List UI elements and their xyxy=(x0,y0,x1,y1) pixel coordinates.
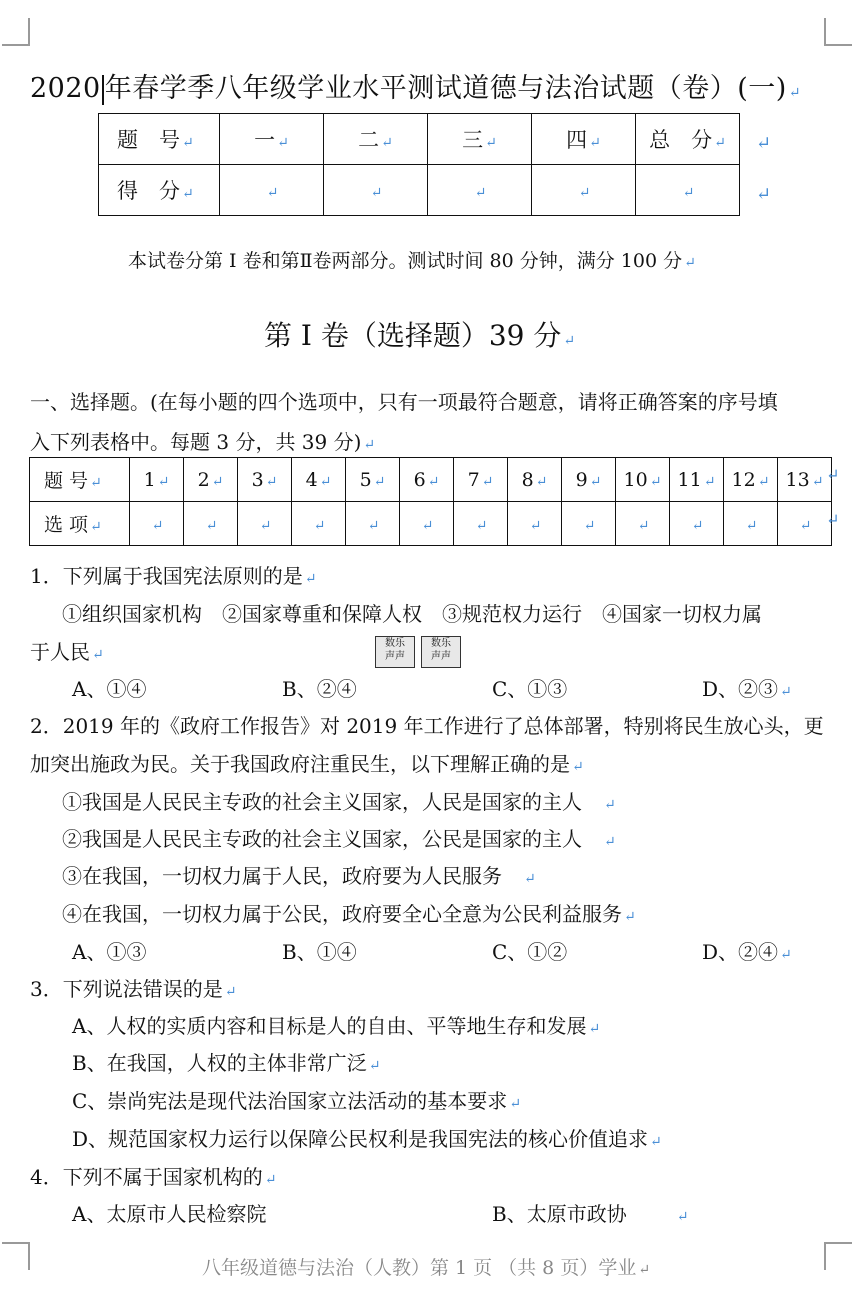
q3-option-b: B、在我国，人权的主体非常广泛 ↵ xyxy=(72,1051,381,1075)
q2-item-1: ①我国是人民民主专政的社会主义国家，人民是国家的主人 ↵ xyxy=(62,790,616,814)
answer-input-cell[interactable]: ↵ xyxy=(184,502,238,546)
score-header-cell: 四 ↵ xyxy=(532,114,636,165)
answer-number-cell: 12 ↵ xyxy=(724,458,778,502)
answer-input-cell[interactable]: ↵ xyxy=(670,502,724,546)
q2-option-c: C、①② xyxy=(492,940,568,964)
q2-option-b: B、①④ xyxy=(282,940,357,964)
answer-number-cell: 7 ↵ xyxy=(454,458,508,502)
score-row-label: 得 分 ↵ xyxy=(99,165,220,216)
row-end-mark-icon: ↵ xyxy=(826,465,840,484)
q2-stem-line2: 加突出施政为民。关于我国政府注重民生，以下理解正确的是 ↵ xyxy=(30,752,584,776)
answer-number-cell: 13 ↵ xyxy=(778,458,832,502)
answer-input-cell[interactable]: ↵ xyxy=(508,502,562,546)
answer-input-cell[interactable]: ↵ xyxy=(616,502,670,546)
q3-option-d: D、规范国家权力运行以保障公民权利是我国宪法的核心价值追求 ↵ xyxy=(72,1127,662,1151)
stamp-image: 数乐 声声 xyxy=(421,636,461,668)
answer-number-cell: 2 ↵ xyxy=(184,458,238,502)
score-input-cell[interactable]: ↵ xyxy=(220,165,324,216)
answer-input-cell[interactable]: ↵ xyxy=(724,502,778,546)
score-input-cell[interactable]: ↵ xyxy=(324,165,428,216)
q2-option-a: A、①③ xyxy=(72,940,147,964)
score-input-cell[interactable]: ↵ xyxy=(532,165,636,216)
q1-statements-line2: 于人民 ↵ xyxy=(30,640,104,664)
answer-input-cell[interactable]: ↵ xyxy=(292,502,346,546)
score-header-cell: 总 分 ↵ xyxy=(636,114,740,165)
section-desc-line2: 入下列表格中。每题 3 分，共 39 分) ↵ xyxy=(30,430,376,454)
q1-option-c: C、①③ xyxy=(492,677,568,701)
answer-number-cell: 4 ↵ xyxy=(292,458,346,502)
q1-statements-line1: ①组织国家机构 ②国家尊重和保障人权 ③规范权力运行 ④国家一切权力属 xyxy=(62,602,762,626)
q4-option-b: B、太原市政协 ↵ xyxy=(492,1202,689,1226)
answer-row-label: 题 号 ↵ xyxy=(30,458,130,502)
answer-input-cell[interactable]: ↵ xyxy=(562,502,616,546)
answer-number-cell: 10 ↵ xyxy=(616,458,670,502)
q3-stem: 3．下列说法错误的是 ↵ xyxy=(30,977,237,1001)
q2-item-3: ③在我国，一切权力属于人民，政府要为人民服务 ↵ xyxy=(62,864,536,888)
q1-option-d: D、②③ ↵ xyxy=(702,677,792,701)
title-year: 2020 xyxy=(30,73,101,104)
answer-number-cell: 6 ↵ xyxy=(400,458,454,502)
answer-table xyxy=(29,457,832,546)
answer-number-cell: 1 ↵ xyxy=(130,458,184,502)
page-footer: 八年级道德与法治（人教）第 1 页 （共 8 页）学业 ↵ xyxy=(201,1257,651,1279)
score-table xyxy=(98,113,740,216)
score-header-cell: 一 ↵ xyxy=(220,114,324,165)
q1-stem: 1．下列属于我国宪法原则的是 ↵ xyxy=(30,564,317,588)
q2-item-4: ④在我国，一切权力属于公民，政府要全心全意为公民利益服务 ↵ xyxy=(62,902,636,926)
text-cursor xyxy=(102,75,104,105)
answer-input-cell[interactable]: ↵ xyxy=(778,502,832,546)
section-title: 第 I 卷（选择题）39 分 ↵ xyxy=(264,319,576,352)
answer-input-cell[interactable]: ↵ xyxy=(400,502,454,546)
answer-row-label: 选 项 ↵ xyxy=(30,502,130,546)
row-end-mark-icon: ↵ xyxy=(756,133,772,154)
score-header-cell: 题 号 ↵ xyxy=(99,114,220,165)
q1-option-a: A、①④ xyxy=(72,677,147,701)
q2-option-d: D、②④ ↵ xyxy=(702,940,792,964)
q2-stem-line1: 2．2019 年的《政府工作报告》对 2019 年工作进行了总体部署，特别将民生放心头，更 xyxy=(30,714,824,738)
score-header-cell: 二 ↵ xyxy=(324,114,428,165)
stamp-image: 数乐 声声 xyxy=(375,636,415,668)
score-input-cell[interactable]: ↵ xyxy=(428,165,532,216)
answer-number-cell: 8 ↵ xyxy=(508,458,562,502)
answer-input-cell[interactable]: ↵ xyxy=(346,502,400,546)
answer-input-cell[interactable]: ↵ xyxy=(130,502,184,546)
intro-text: 本试卷分第 I 卷和第Ⅱ卷两部分。测试时间 80 分钟，满分 100 分 ↵ xyxy=(128,250,696,272)
row-end-mark-icon: ↵ xyxy=(826,510,840,529)
answer-number-cell: 3 ↵ xyxy=(238,458,292,502)
q3-option-a: A、人权的实质内容和目标是人的自由、平等地生存和发展 ↵ xyxy=(72,1014,601,1038)
score-header-cell: 三 ↵ xyxy=(428,114,532,165)
section-desc-line1: 一、选择题。(在每小题的四个选项中，只有一项最符合题意，请将正确答案的序号填 xyxy=(30,390,778,414)
answer-input-cell[interactable]: ↵ xyxy=(238,502,292,546)
q3-option-c: C、崇尚宪法是现代法治国家立法活动的基本要求 ↵ xyxy=(72,1089,522,1113)
score-input-cell[interactable]: ↵ xyxy=(636,165,740,216)
page-title xyxy=(30,66,801,105)
title-text: 年春学季八年级学业水平测试道德与法治试题（卷）(一) xyxy=(104,73,787,104)
crop-mark-top-right xyxy=(824,18,852,46)
answer-input-cell[interactable]: ↵ xyxy=(454,502,508,546)
q4-stem: 4．下列不属于国家机构的 ↵ xyxy=(30,1165,277,1189)
q2-item-2: ②我国是人民民主专政的社会主义国家，公民是国家的主人 ↵ xyxy=(62,827,616,851)
crop-mark-top-left xyxy=(2,18,30,46)
q1-option-b: B、②④ xyxy=(282,677,357,701)
q4-option-a: A、太原市人民检察院 xyxy=(72,1202,267,1226)
answer-number-cell: 5 ↵ xyxy=(346,458,400,502)
answer-number-cell: 11 ↵ xyxy=(670,458,724,502)
row-end-mark-icon: ↵ xyxy=(756,184,772,205)
stamp-group xyxy=(375,636,467,668)
paragraph-mark-icon: ↵ xyxy=(788,85,802,101)
answer-number-cell: 9 ↵ xyxy=(562,458,616,502)
